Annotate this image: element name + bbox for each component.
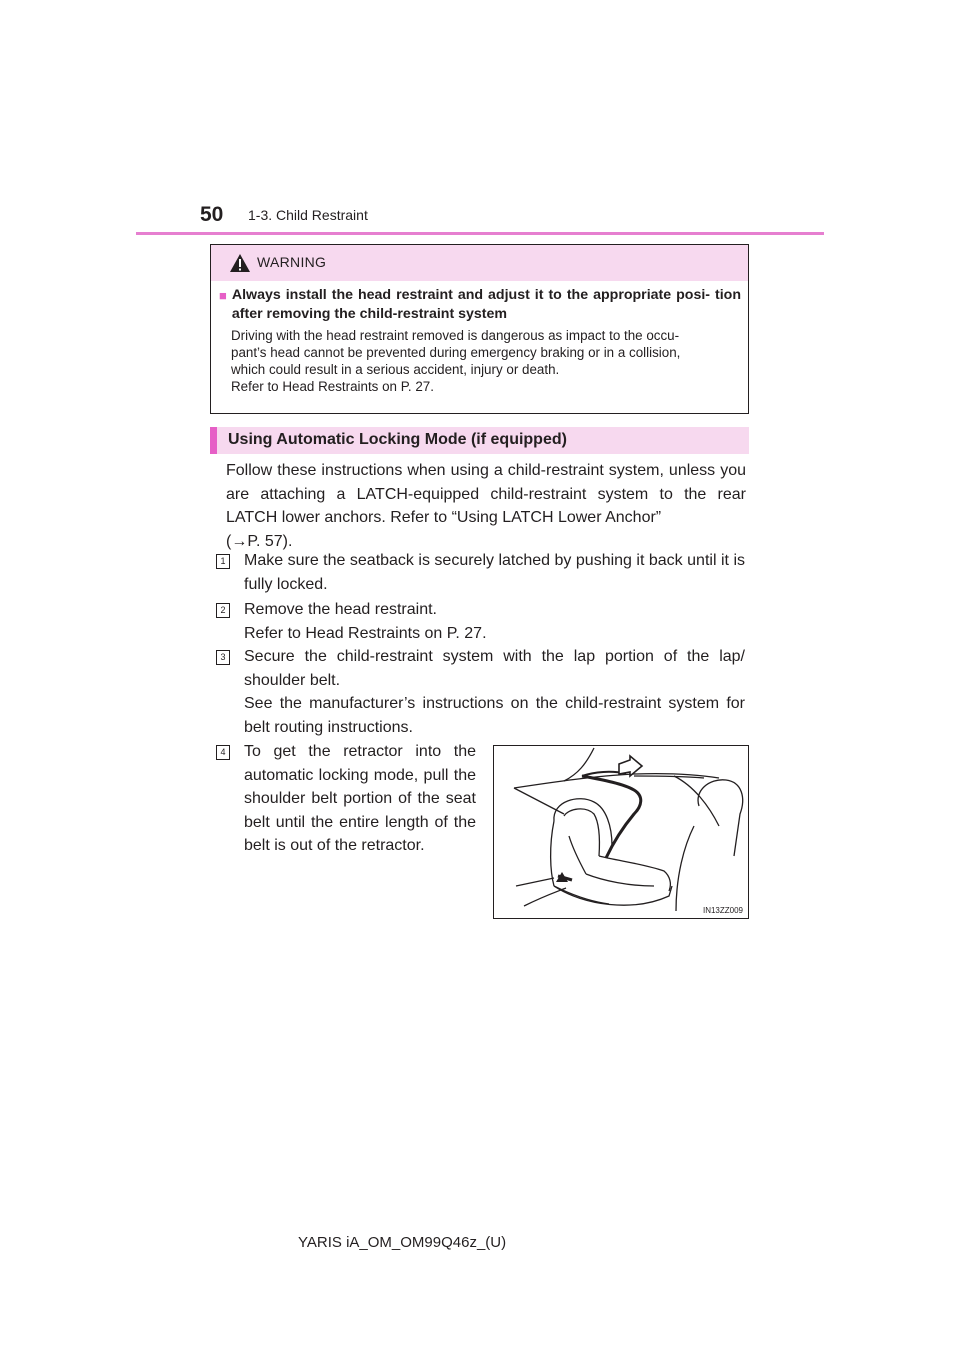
step-1-text [244,549,745,596]
sub-heading-text: Using Automatic Locking Mode (if equipped) [228,431,567,448]
sub-heading [210,427,749,454]
step-number-2: 2 [216,603,230,618]
step-number-3: 3 [216,650,230,665]
illustration-code: IN13ZZ009 [702,906,743,915]
warning-detail-line: Driving with the head restraint removed is dangerous as impact to the occu- [231,328,680,343]
step-line: To get the retractor into the automatic locking mode, pull the shoulder belt portion of the seat belt until the entire length of the belt is out of the retractor. [244,743,476,854]
pull-arrow-icon [619,756,642,776]
warning-header [211,245,748,281]
warning-label: WARNING [257,254,327,270]
warning-bullet-title: Always install the head restraint and adjust it to the appropriate posi- tion after removing the child-restraint system [231,287,741,322]
warning-body [219,286,741,395]
step-line: Make sure the seatback is securely latched by pushing it back until it is fully locked. [244,552,745,593]
step-2-text [244,598,745,645]
step-line: See the manufacturer’s instructions on the child-restraint system for belt routing instructions. [244,695,745,736]
warning-bullet [219,286,741,324]
intro-page-ref: (→P. 57). [226,532,293,550]
section-title: 1-3. Child Restraint [248,207,368,223]
step-number-4: 4 [216,745,230,760]
footer-code: YARIS iA_OM_OM99Q46z_(U) [298,1234,507,1251]
warning-box [210,244,749,414]
intro-paragraph [226,459,746,553]
step-4-text [244,740,476,858]
warning-detail-line: Refer to Head Restraints on P. 27. [231,379,434,394]
child-seat-illustration [493,745,749,919]
child-seat-drawing [494,746,748,918]
step-line: Secure the child-restraint system with the lap portion of the lap/ shoulder belt. [244,648,745,689]
step-line: Refer to Head Restraints on P. 27. [244,624,487,642]
header-rule [136,232,824,235]
intro-text: Follow these instructions when using a child-restraint system, unless you are attaching a LATCH-equipped child-restraint system to the rear LATCH lower anchors. Refer to “Using LATCH Lower Anchor” [226,462,746,526]
step-number-1: 1 [216,554,230,569]
warning-detail [231,327,741,395]
step-3-text [244,645,745,739]
bullet-square-icon: ■ [219,288,227,303]
page-number: 50 [200,203,224,226]
warning-triangle-icon [229,253,251,273]
step-line: Remove the head restraint. [244,601,437,618]
warning-detail-line: which could result in a serious accident, injury or death. [231,362,560,377]
warning-detail-line: pant’s head cannot be prevented during emergency braking or in a collision, [231,345,681,360]
